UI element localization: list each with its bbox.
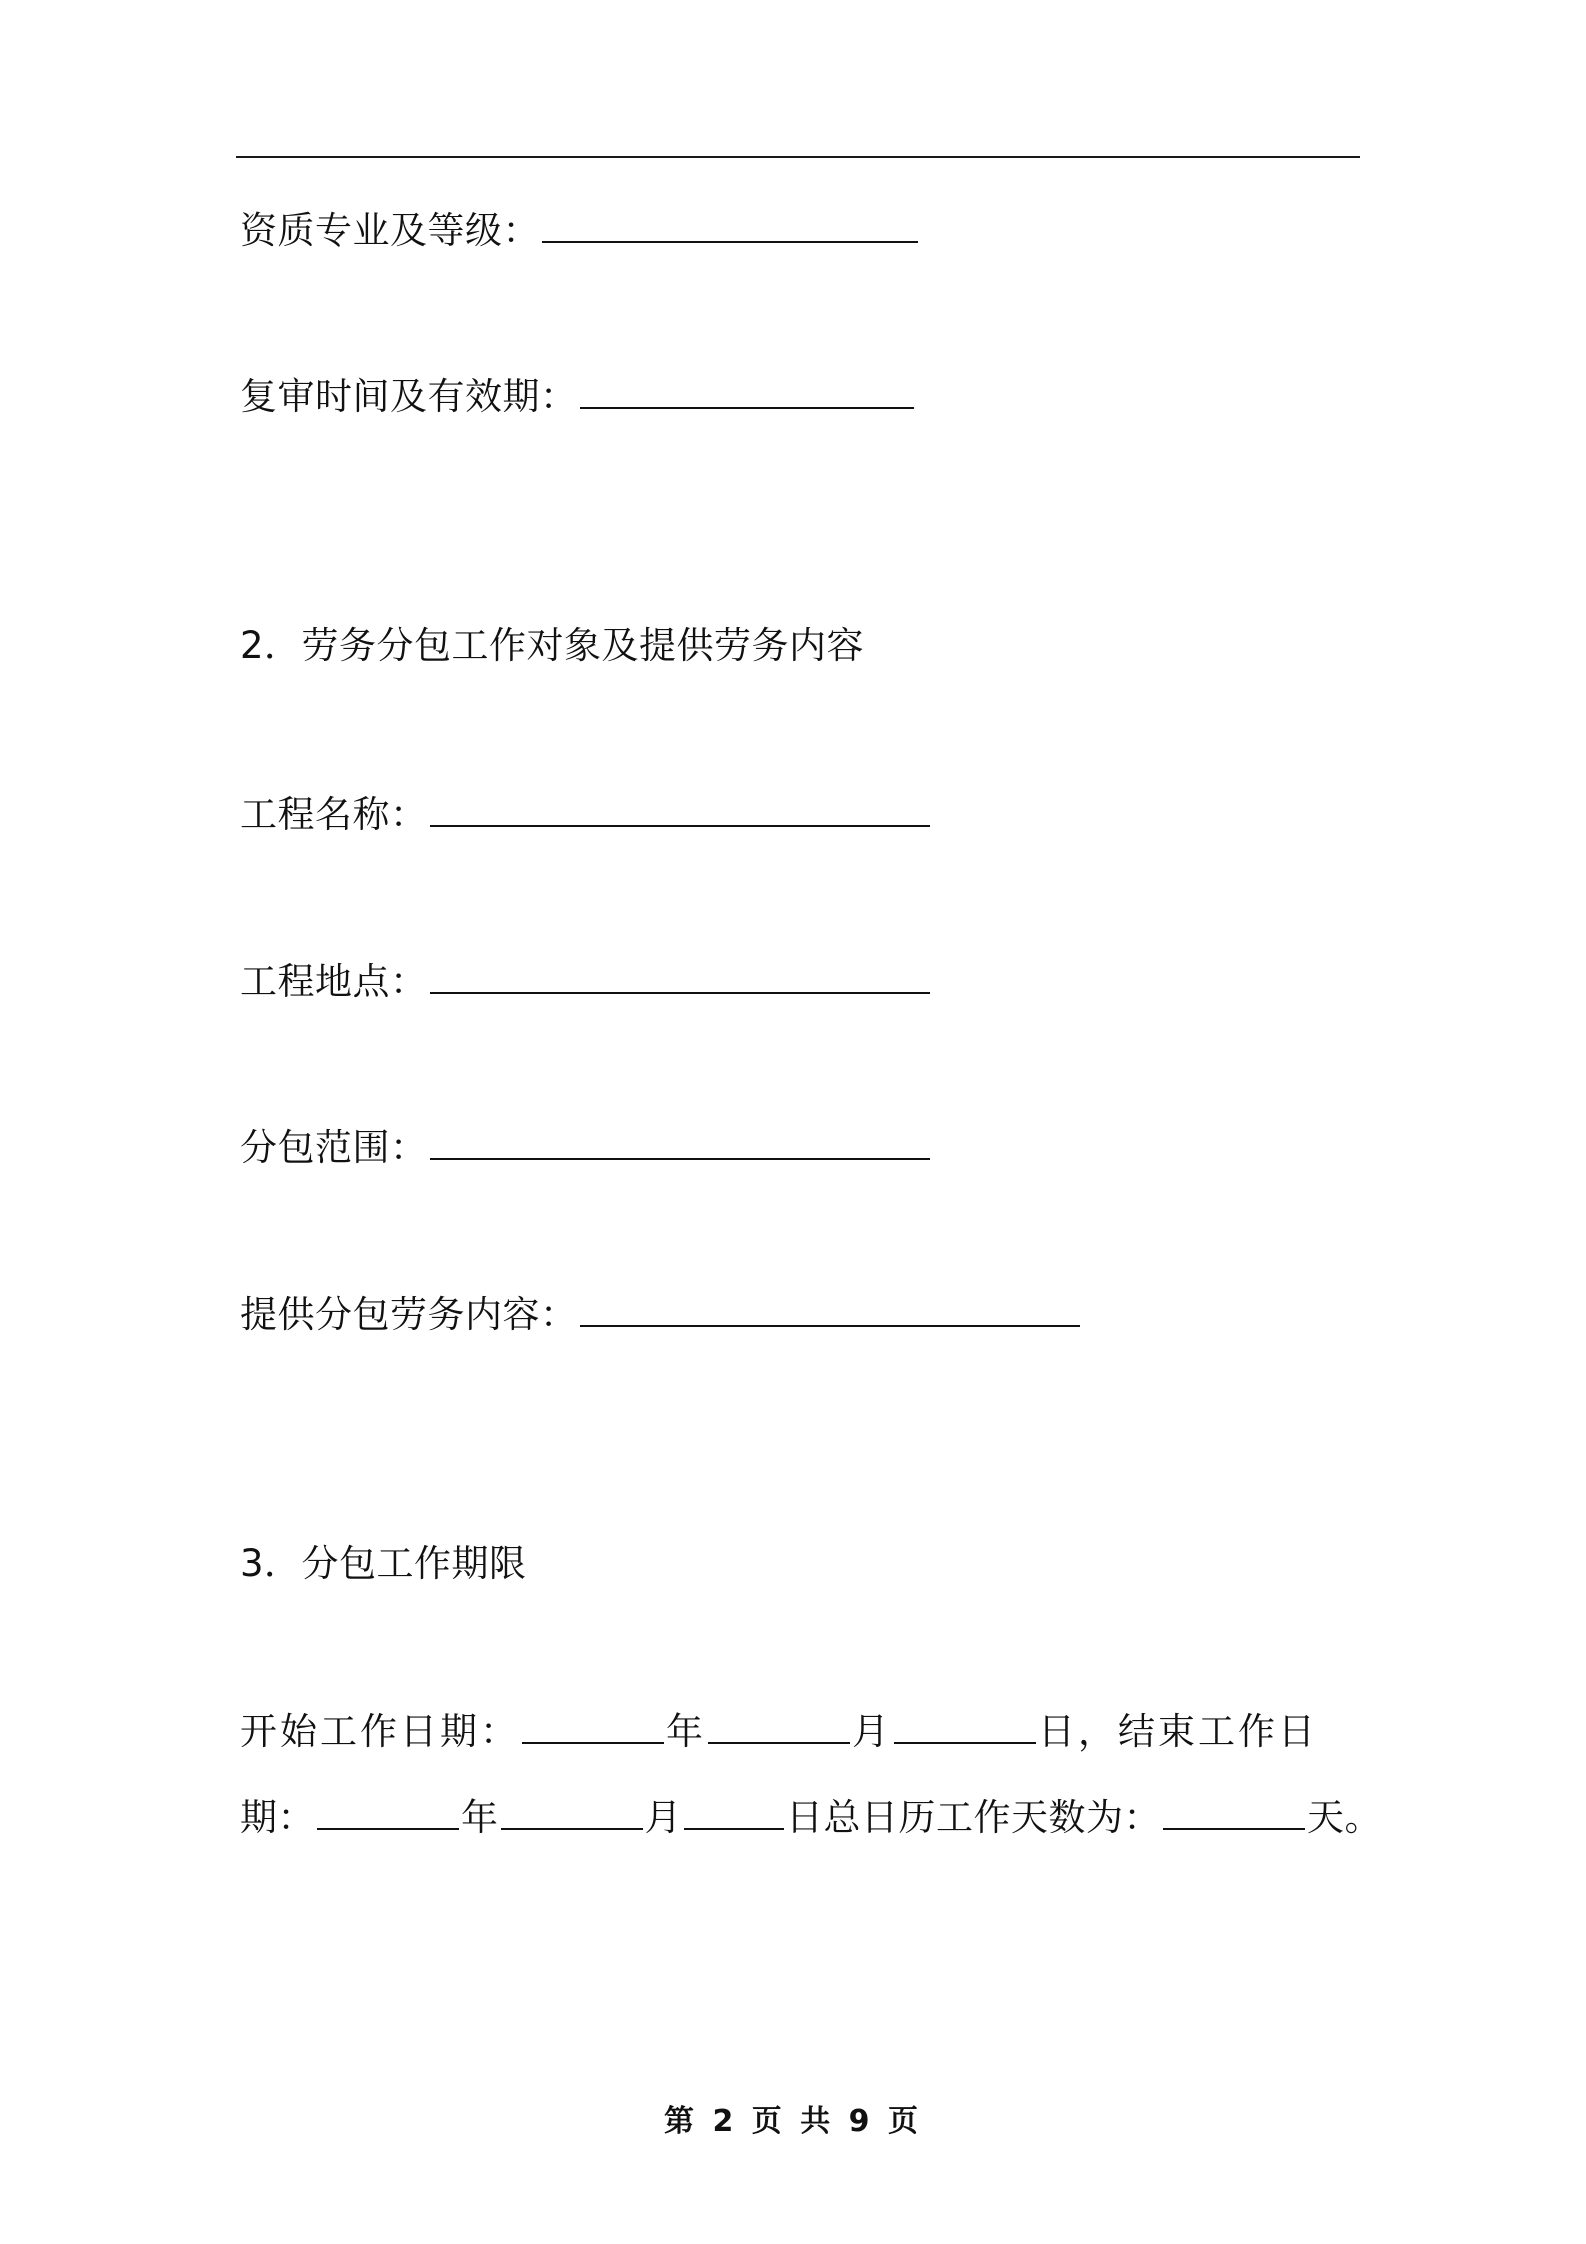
end-month-unit: 月 [644,1796,682,1839]
end-month-blank[interactable] [501,1792,643,1830]
total-days-unit: 天。 [1307,1796,1382,1839]
review-field [240,371,916,421]
start-year-unit: 年 [666,1710,706,1753]
labor-content-label: 提供分包劳务内容： [240,1293,578,1336]
project-name-blank[interactable] [430,789,930,827]
scope-blank[interactable] [430,1122,930,1160]
period-line-2 [240,1792,1382,1842]
header-rule [236,156,1360,158]
project-site-blank[interactable] [430,956,930,994]
labor-content-blank[interactable] [580,1289,1080,1327]
project-site-field [240,956,932,1006]
start-month-unit: 月 [852,1710,892,1753]
section-3-heading: 3．分包工作期限 [240,1542,527,1585]
end-day-blank[interactable] [684,1792,784,1830]
period-line-1 [240,1706,1318,1756]
start-day-blank[interactable] [894,1706,1036,1744]
labor-content-field [240,1289,1082,1339]
project-site-label: 工程地点： [240,960,428,1003]
qualification-label: 资质专业及等级： [240,209,540,252]
start-day-unit: 日， [1038,1710,1118,1753]
scope-field [240,1122,932,1172]
total-days-label: 日总日历工作天数为： [786,1796,1161,1839]
start-date-label: 开始工作日期： [240,1710,520,1753]
project-name-field [240,789,932,839]
review-label: 复审时间及有效期： [240,375,578,418]
total-days-blank[interactable] [1163,1792,1305,1830]
project-name-label: 工程名称： [240,793,428,836]
start-year-blank[interactable] [522,1706,664,1744]
end-year-unit: 年 [461,1796,499,1839]
qualification-blank[interactable] [542,205,918,243]
end-date-label-cont: 期： [240,1796,315,1839]
qualification-field [240,205,920,255]
scope-label: 分包范围： [240,1126,428,1169]
start-month-blank[interactable] [708,1706,850,1744]
section-2-heading: 2．劳务分包工作对象及提供劳务内容 [240,624,865,667]
end-year-blank[interactable] [317,1792,459,1830]
review-blank[interactable] [580,371,914,409]
end-date-label: 结束工作日 [1118,1710,1318,1753]
page-footer: 第 2 页 共 9 页 [664,2104,922,2139]
